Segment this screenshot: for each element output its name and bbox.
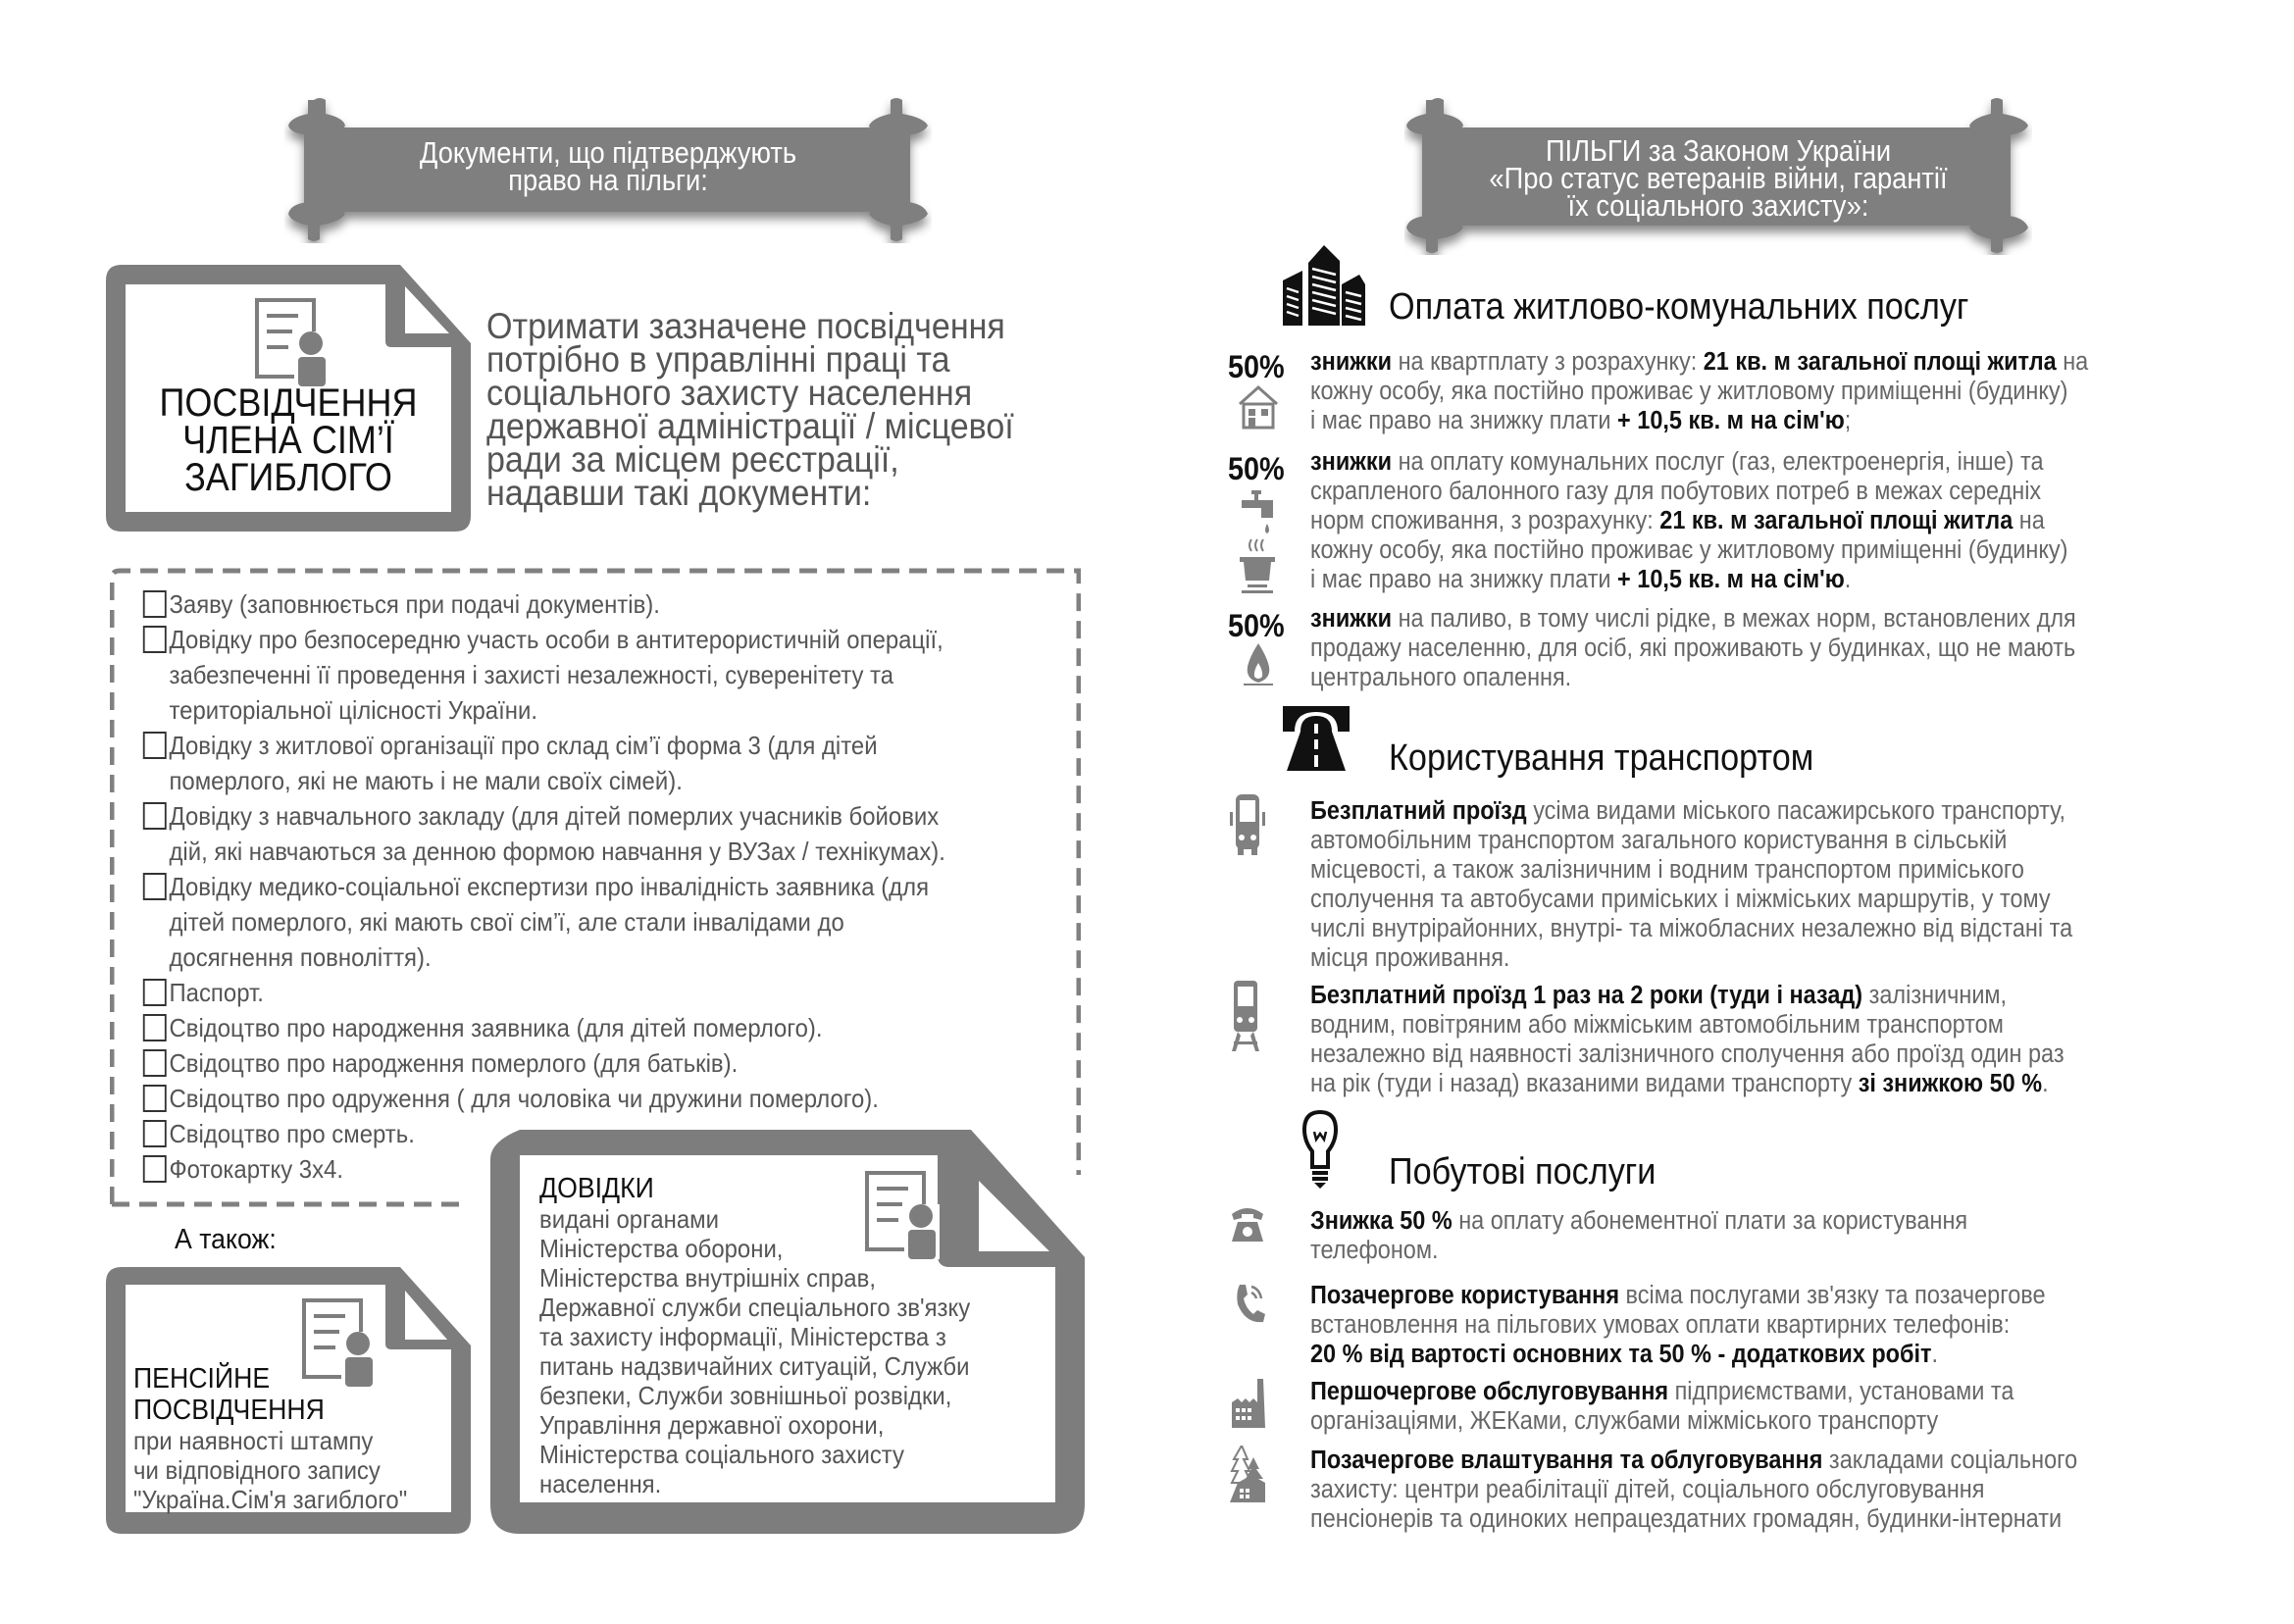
paragraph-line <box>1310 1010 2176 1040</box>
checklist-item-text: територіальної цілісності України. <box>169 695 537 725</box>
paragraph-line <box>1310 1040 2176 1069</box>
checklist-item-text: Заяву (заповнюється при подачі документів). <box>169 589 660 619</box>
emphasis-text: Безплатний проїзд 1 раз на 2 роки (туди і назад) <box>1310 982 1863 1009</box>
emphasis-text: знижки <box>1310 605 1393 633</box>
checkbox[interactable] <box>143 1014 167 1041</box>
benefit-paragraph <box>1310 796 2176 973</box>
main-card-title-line-1: ПОСВІДЧЕННЯ <box>159 381 418 425</box>
checklist-item <box>129 1010 1014 1045</box>
discount-badge: 50% <box>1228 349 1285 384</box>
certificates-card-line: видані органами <box>539 1204 719 1234</box>
pension-card-title-line-1: ПЕНСІЙНЕ <box>133 1363 271 1395</box>
emphasis-text: Першочергове обслуговування <box>1310 1378 1669 1405</box>
body-text: захисту: центри реабілітації дітей, соціального обслуговування <box>1310 1476 1985 1503</box>
emphasis-text: 21 кв. м загальної площі житла <box>1659 507 2014 534</box>
paragraph-line <box>1310 1310 2176 1340</box>
water-tap-icon <box>1240 488 1275 537</box>
paragraph-line <box>1310 1377 2176 1406</box>
paragraph-line <box>1310 1069 2176 1098</box>
checklist-item <box>129 975 1014 1010</box>
certificates-card-line: Державної служби спеціального зв'язку <box>539 1293 971 1322</box>
certificates-card-line: населення. <box>539 1469 662 1498</box>
body-text: на квартплату з розрахунку: <box>1392 348 1704 376</box>
body-text: організаціями, ЖЕКами, службами міжміського транспорту <box>1310 1407 1939 1435</box>
discount-badge: 50% <box>1228 608 1285 643</box>
checklist-item-text: дітей померлого, які мають свої сім’ї, але стали інвалідами до <box>169 907 844 937</box>
certificates-card-line: Міністерства оборони, <box>539 1234 784 1263</box>
certificates-card-title: ДОВІДКИ <box>539 1173 654 1204</box>
intro-line: державної адміністрації / місцевої <box>486 406 1014 446</box>
phone-call-icon <box>1234 1281 1265 1328</box>
benefit-paragraph <box>1310 1206 2176 1265</box>
emphasis-text: + 10,5 кв. м на сім'ю <box>1617 566 1845 593</box>
paragraph-line <box>1310 943 2176 973</box>
checklist-item <box>129 622 1014 728</box>
paragraph-line <box>1310 1281 2176 1310</box>
paragraph-line <box>1310 1206 2176 1236</box>
body-text: кожну особу, яка постійно проживає у житловому приміщенні (будинку) <box>1310 536 2068 564</box>
bus-icon <box>1230 792 1265 857</box>
right-banner-title-line-2: «Про статус ветеранів війни, гарантії <box>1489 161 1948 195</box>
intro-line: надавши такі документи: <box>486 473 872 513</box>
checklist-item-text: забезпеченні її проведення і захисті незалежності, суверенітету та <box>169 660 894 689</box>
certificates-card <box>490 1130 1085 1534</box>
checklist-item-text: померлого, які не мають і не мали своїх сімей). <box>169 766 683 795</box>
benefit-paragraph <box>1310 604 2176 692</box>
factory-icon <box>1232 1377 1267 1428</box>
checklist-item-text: Свідоцтво про народження заявника (для дітей померлого). <box>169 1013 823 1042</box>
section-heading-housing: Оплата житлово-комунальних послуг <box>1389 286 1969 328</box>
certificates-card-line: та захисту інформації, Міністерства з <box>539 1322 946 1351</box>
body-text: сполучення та автобусами приміських і міжміських маршрутів, у тому <box>1310 886 2051 913</box>
body-text: на <box>2013 507 2045 534</box>
body-text: підприємствами, установами та <box>1668 1378 2014 1405</box>
paragraph-line <box>1310 377 2176 406</box>
left-banner <box>284 96 932 243</box>
checkbox[interactable] <box>143 1155 167 1183</box>
checkbox[interactable] <box>143 979 167 1006</box>
certificates-card-line: Міністерства соціального захисту <box>539 1440 904 1469</box>
checkbox[interactable] <box>143 1085 167 1112</box>
checklist-item <box>129 1045 1014 1081</box>
paragraph-line <box>1310 1504 2176 1534</box>
checklist-item-text: Довідку про безпосередню участь особи в антитерористичній операції, <box>169 625 943 654</box>
benefit-paragraph <box>1310 981 2176 1098</box>
paragraph-line <box>1310 1236 2176 1265</box>
paragraph-line <box>1310 885 2176 914</box>
body-text: центрального опалення. <box>1310 664 1572 691</box>
body-text: на рік (туди і назад) вказаними видами транспорту <box>1310 1070 1859 1097</box>
left-banner-title-line-1: Документи, що підтверджують <box>419 135 797 170</box>
telephone-icon <box>1230 1204 1265 1243</box>
pension-card-line: при наявності штампу <box>133 1426 374 1455</box>
checklist-item <box>129 1081 1014 1116</box>
checklist-item-text: досягнення повноліття). <box>169 942 432 972</box>
main-certificate-card <box>106 265 471 532</box>
train-icon <box>1230 981 1261 1055</box>
checklist-item-text: Паспорт. <box>169 978 264 1007</box>
paragraph-line <box>1310 796 2176 826</box>
body-text: продажу населенню, для осіб, які проживають у будинках, що не мають <box>1310 634 2076 662</box>
house-trees-icon <box>1230 1446 1265 1502</box>
paragraph-line <box>1310 1446 2176 1475</box>
house-icon <box>1238 384 1279 430</box>
body-text: на <box>2056 348 2089 376</box>
intro-line: ради за місцем реєстрації, <box>486 439 899 480</box>
pension-card-line: "Україна.Сім'я загиблого" <box>133 1485 408 1514</box>
paragraph-line <box>1310 855 2176 885</box>
paragraph-line <box>1310 1406 2176 1436</box>
main-card-title-line-3: ЗАГИБЛОГО <box>184 456 392 499</box>
checklist-item-text: Довідку з навчального закладу (для дітей померлих учасників бойових <box>169 801 940 831</box>
body-text: усіма видами міського пасажирського транспорту, <box>1526 797 2066 825</box>
emphasis-text: Безплатний проїзд <box>1310 797 1527 825</box>
body-text: автомобільним транспортом загального користування в сільській <box>1310 827 2008 854</box>
right-banner <box>1404 96 2032 255</box>
body-text: залізничним, <box>1862 982 2008 1009</box>
checkbox[interactable] <box>143 802 167 830</box>
emphasis-text: 20 % від вартості основних та 50 % - додаткових робіт <box>1310 1341 1932 1368</box>
paragraph-line <box>1310 565 2176 594</box>
checklist-item-text: Довідку медико-соціальної експертизи про інвалідність заявника (для <box>169 872 930 901</box>
body-text: встановлення на пільгових умовах оплати квартирних телефонів: <box>1310 1311 2011 1339</box>
checklist-item <box>129 728 1014 798</box>
benefit-paragraph <box>1310 347 2176 435</box>
benefit-paragraph <box>1310 1446 2176 1534</box>
paragraph-line <box>1310 347 2176 377</box>
certificates-card-line: Управління державної охорони, <box>539 1410 885 1440</box>
certificates-card-line: безпеки, Служби зовнішньої розвідки, <box>539 1381 952 1410</box>
paragraph-line <box>1310 477 2176 506</box>
light-bulb-icon <box>1302 1108 1338 1191</box>
paragraph-line <box>1310 506 2176 535</box>
emphasis-text: Знижка 50 % <box>1310 1207 1453 1235</box>
emphasis-text: знижки <box>1310 348 1393 376</box>
buildings-icon <box>1281 245 1369 326</box>
checklist-item <box>129 869 1014 975</box>
paragraph-line <box>1310 1340 2176 1369</box>
emphasis-text: + 10,5 кв. м на сім'ю <box>1617 407 1845 434</box>
checkbox[interactable] <box>143 1120 167 1147</box>
emphasis-text: знижки <box>1310 448 1393 476</box>
left-banner-title-line-2: право на пільги: <box>508 163 708 197</box>
cooking-pot-icon <box>1238 537 1277 594</box>
body-text: місця проживання. <box>1310 944 1510 972</box>
checkbox[interactable] <box>143 873 167 900</box>
pension-card-line: чи відповідного запису <box>133 1455 381 1485</box>
checklist-item-text: Довідку з житлової організації про склад сім’ї форма 3 (для дітей <box>169 731 878 760</box>
body-text: ; <box>1844 407 1852 434</box>
pension-card-title-line-2: ПОСВІДЧЕННЯ <box>133 1395 325 1426</box>
body-text: скрапленого балонного газу для побутових потреб в межах середніх <box>1310 478 2042 505</box>
paragraph-line <box>1310 535 2176 565</box>
checkbox[interactable] <box>143 626 167 653</box>
paragraph-line <box>1310 914 2176 943</box>
checklist-item-text: Свідоцтво про народження померлого (для батьків). <box>169 1048 739 1078</box>
body-text: і має право на знижку плати <box>1310 407 1618 434</box>
checkbox[interactable] <box>143 1049 167 1077</box>
body-text: закладами соціального <box>1822 1446 2078 1474</box>
emphasis-text: Позачергове влаштування та облуговування <box>1310 1446 1823 1474</box>
body-text: норм споживання, з розрахунку: <box>1310 507 1660 534</box>
also-label: А також: <box>175 1224 277 1255</box>
body-text: . <box>1931 1341 1939 1368</box>
paragraph-line <box>1310 406 2176 435</box>
certificates-card-line: Міністерства внутрішніх справ, <box>539 1263 876 1293</box>
pension-certificate-card <box>106 1267 471 1534</box>
section-heading-household: Побутові послуги <box>1389 1151 1657 1193</box>
emphasis-text: Позачергове користування <box>1310 1282 1620 1309</box>
checklist-item-text: Свідоцтво про одруження ( для чоловіка чи дружини померлого). <box>169 1084 879 1113</box>
paragraph-line <box>1310 634 2176 663</box>
checklist-item <box>129 798 1014 869</box>
checklist-item-text: Свідоцтво про смерть. <box>169 1119 415 1148</box>
benefit-paragraph <box>1310 1377 2176 1436</box>
paragraph-line <box>1310 981 2176 1010</box>
main-card-title-line-2: ЧЛЕНА СІМ’Ї <box>182 419 394 462</box>
benefit-paragraph <box>1310 1281 2176 1369</box>
paragraph-line <box>1310 604 2176 634</box>
checklist-item-text: дій, які навчаються за денною формою навчання у ВУЗах / технікумах). <box>169 837 945 866</box>
body-text: і має право на знижку плати <box>1310 566 1618 593</box>
document-person-icon <box>255 298 330 386</box>
body-text: кожну особу, яка постійно проживає у житловому приміщенні (будинку) <box>1310 378 2068 405</box>
body-text: на оплату комунальних послуг (газ, електроенергія, інше) та <box>1392 448 2044 476</box>
certificates-card-line: питань надзвичайних ситуацій, Служби <box>539 1351 970 1381</box>
emphasis-text: зі знижкою 50 % <box>1858 1070 2043 1097</box>
intro-line: Отримати зазначене посвідчення <box>486 306 1005 346</box>
road-tunnel-icon <box>1283 706 1350 773</box>
paragraph-line <box>1310 826 2176 855</box>
body-text: місцевості, а також залізничним і водним транспортом приміського <box>1310 856 2024 884</box>
checkbox[interactable] <box>143 732 167 759</box>
paragraph-line <box>1310 447 2176 477</box>
body-text: . <box>2042 1070 2049 1097</box>
document-checklist <box>110 567 1081 1209</box>
benefit-paragraph <box>1310 447 2176 594</box>
body-text: незалежно від наявності залізничного сполучення або проїзд один раз <box>1310 1040 2065 1068</box>
body-text: числі внутрірайонних, внутрі- та міжобласних незалежно від відстані та <box>1310 915 2073 942</box>
checklist-item-text: Фотокартку 3х4. <box>169 1154 344 1184</box>
checklist-item <box>129 586 1014 622</box>
intro-text <box>486 306 1064 513</box>
right-banner-title-line-1: ПІЛЬГИ за Законом України <box>1545 133 1892 168</box>
body-text: на оплату абонементної плати за користування <box>1452 1207 1968 1235</box>
checkbox[interactable] <box>143 590 167 618</box>
body-text: . <box>1844 566 1852 593</box>
body-text: телефоном. <box>1310 1237 1439 1264</box>
intro-line: потрібно в управлінні праці та <box>486 339 950 380</box>
flame-icon <box>1242 641 1275 686</box>
body-text: пенсіонерів та одиноких непрацездатних громадян, будинки-інтернати <box>1310 1505 2063 1533</box>
intro-line: соціального захисту населення <box>486 373 973 413</box>
paragraph-line <box>1310 663 2176 692</box>
discount-badge: 50% <box>1228 451 1285 486</box>
body-text: всіма послугами зв'язку та позачергове <box>1619 1282 2046 1309</box>
body-text: на паливо, в тому числі рідке, в межах норм, встановлених для <box>1392 605 2076 633</box>
emphasis-text: 21 кв. м загальної площі житла <box>1703 348 2057 376</box>
right-banner-title-line-3: їх соціального захисту»: <box>1567 188 1869 223</box>
paragraph-line <box>1310 1475 2176 1504</box>
section-heading-transport: Користування транспортом <box>1389 737 1814 779</box>
body-text: водним, повітряним або міжміським автомобільним транспортом <box>1310 1011 2004 1039</box>
